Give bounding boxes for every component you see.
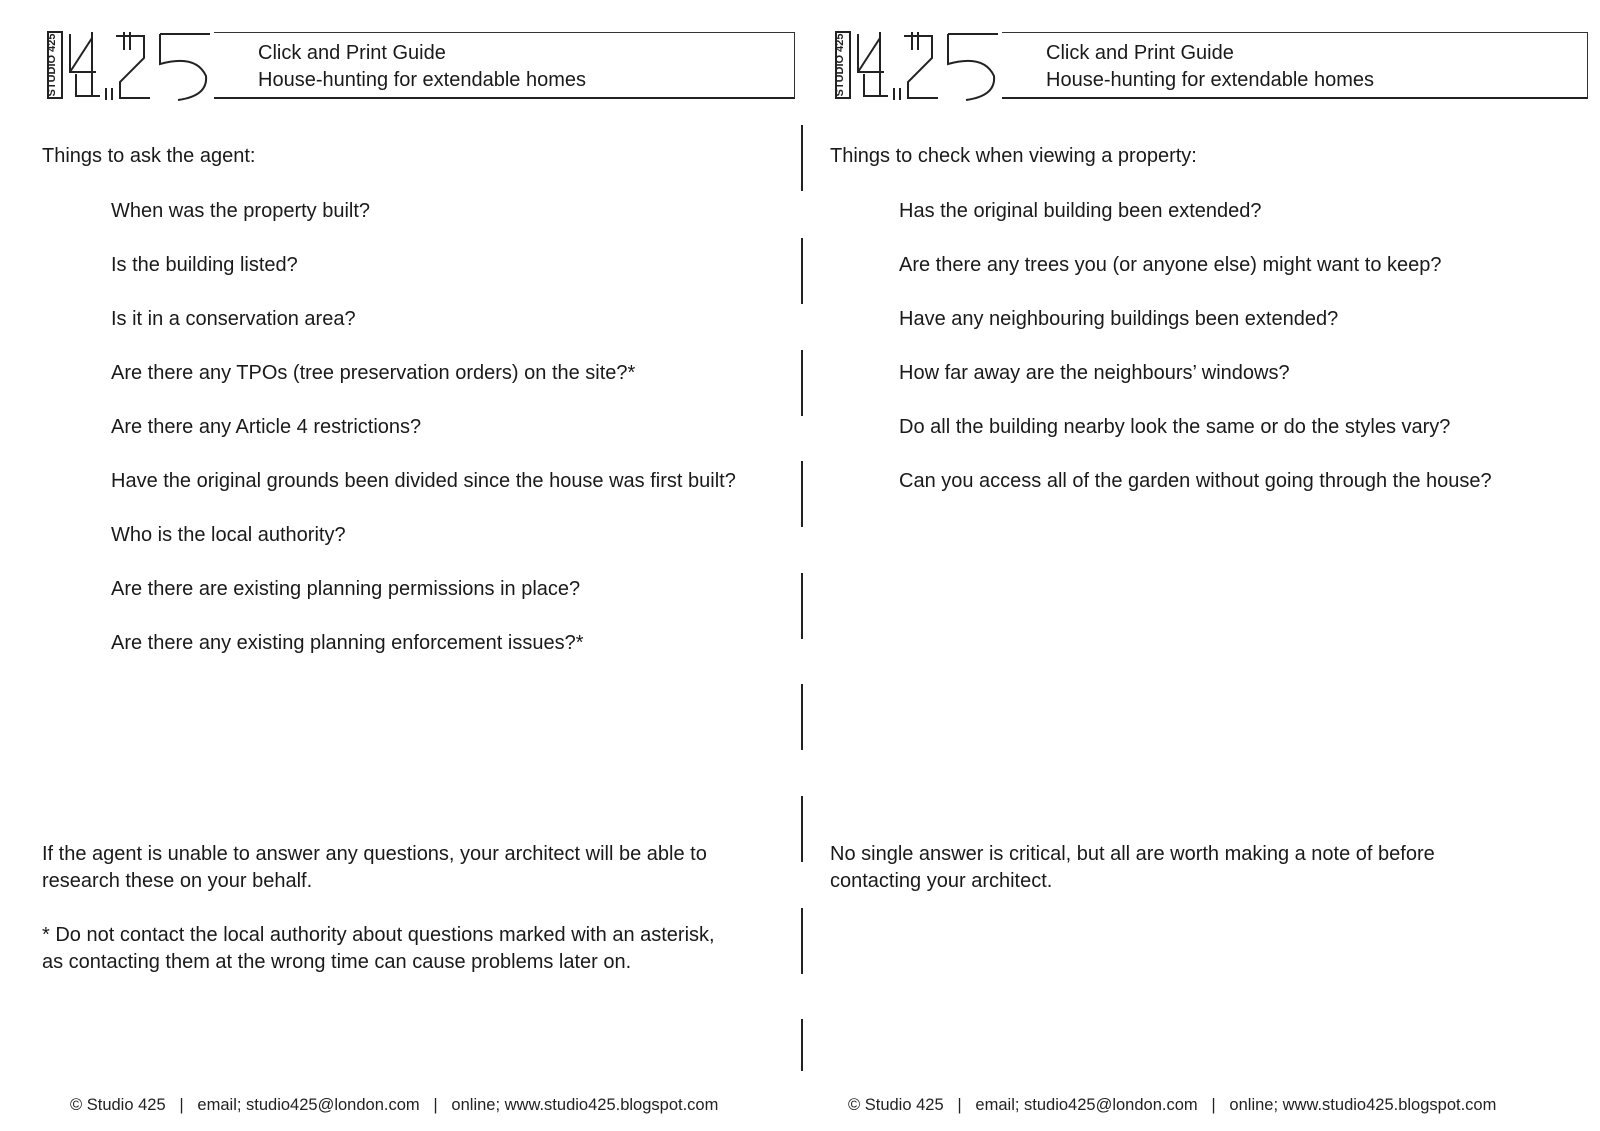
list-item: Who is the local authority? (111, 524, 346, 546)
list-item: Can you access all of the garden without going through the house? (899, 470, 1492, 492)
list-item: Is the building listed? (111, 254, 298, 276)
right-panel (830, 0, 1590, 1131)
right-header (830, 30, 1585, 100)
divider-segment (801, 908, 803, 974)
divider-segment (801, 125, 803, 191)
asterisk-note: * Do not contact the local authority about questions marked with an asterisk, as contacting them at the wrong time can cause problems later on. (42, 924, 715, 973)
list-item: Have the original grounds been divided since the house was first built? (111, 470, 736, 492)
divider-segment (801, 461, 803, 527)
footer-copyright: © Studio 425 | email; studio425@london.com | online; www.studio425.blogspot.com (70, 1096, 719, 1114)
agent-questions-title: Things to ask the agent: (42, 145, 256, 167)
divider-segment (801, 573, 803, 639)
footer-copyright: © Studio 425 | email; studio425@london.com | online; www.studio425.blogspot.com (848, 1096, 1497, 1114)
divider-segment (801, 238, 803, 304)
list-item: Are there are existing planning permissions in place? (111, 578, 581, 600)
list-item: Do all the building nearby look the same or do the styles vary? (899, 416, 1451, 438)
divider-segment (801, 796, 803, 862)
divider-segment (801, 1019, 803, 1071)
list-item: Has the original building been extended? (899, 200, 1262, 222)
list-item: How far away are the neighbours’ windows? (899, 362, 1290, 384)
viewing-checks-title: Things to check when viewing a property: (830, 145, 1197, 167)
list-item: Are there any TPOs (tree preservation orders) on the site?* (111, 362, 636, 384)
list-item: Are there any Article 4 restrictions? (111, 416, 422, 438)
viewing-checks-list (899, 198, 1539, 522)
guide-subtitle: House-hunting for extendable homes (258, 69, 586, 91)
divider-segment (801, 684, 803, 750)
list-item: Are there any trees you (or anyone else) might want to keep? (899, 254, 1442, 276)
studio-425-logo (46, 30, 216, 102)
list-item: Have any neighbouring buildings been extended? (899, 308, 1339, 330)
left-panel (42, 0, 802, 1131)
agent-questions-list (111, 198, 751, 684)
logo-text: STUDIO 425 (46, 33, 58, 97)
critical-note: No single answer is critical, but all are worth making a note of before contacting your architect. (830, 843, 1435, 892)
list-item: When was the property built? (111, 200, 371, 222)
guide-title: Click and Print Guide (258, 42, 446, 64)
header-title-box (1002, 32, 1588, 99)
guide-subtitle: House-hunting for extendable homes (1046, 69, 1374, 91)
list-item: Are there any existing planning enforcement issues?* (111, 632, 584, 654)
architect-note: If the agent is unable to answer any questions, your architect will be able to research these on your behalf. (42, 843, 707, 892)
left-header (42, 30, 797, 100)
logo-text: STUDIO 425 (834, 33, 846, 97)
guide-title: Click and Print Guide (1046, 42, 1234, 64)
divider-segment (801, 350, 803, 416)
studio-425-logo (834, 30, 1004, 102)
list-item: Is it in a conservation area? (111, 308, 356, 330)
header-title-box (214, 32, 795, 99)
